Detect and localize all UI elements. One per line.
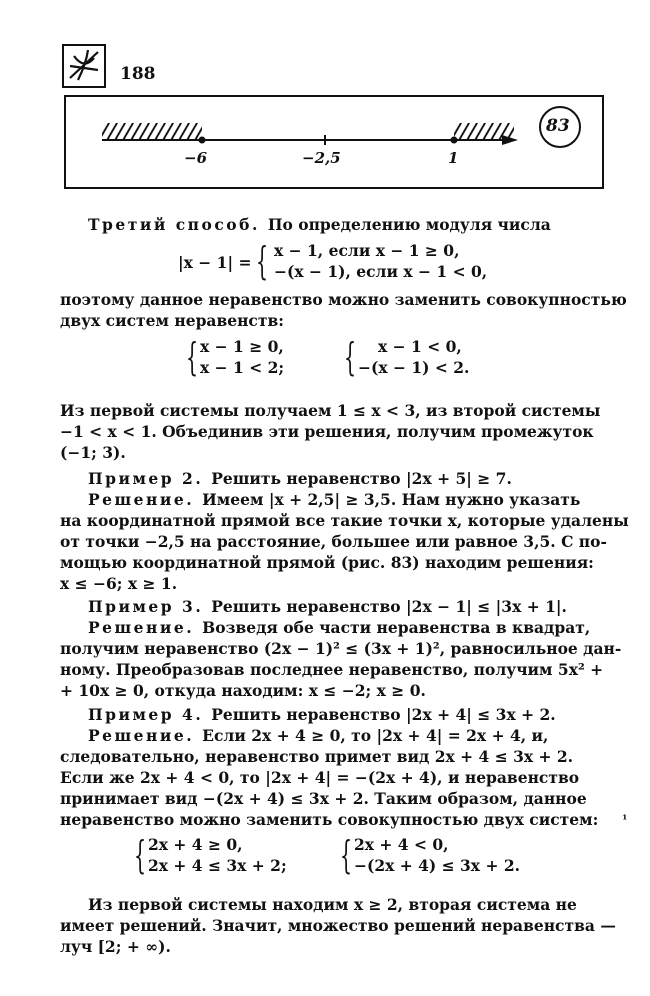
text-line: неравенство можно заменить совокупностью двух систем:	[60, 810, 599, 829]
point-minus-6	[199, 137, 206, 144]
method3-intro	[88, 214, 594, 235]
system-c-row: 2x + 4 ≤ 3x + 2;	[148, 856, 287, 875]
abs-case-2: −(x − 1), если x − 1 < 0,	[274, 262, 488, 281]
abs-case-1: x − 1, если x − 1 ≥ 0,	[274, 241, 460, 260]
text-line: + 10x ≥ 0, откуда находим: x ≤ −2; x ≥ 0.	[60, 681, 426, 700]
text-line: луч [2; + ∞).	[60, 937, 171, 956]
method3-heading: Третий способ.	[88, 215, 260, 234]
brace-icon: {	[344, 335, 357, 379]
text-line: получим неравенство (2x − 1)² ≤ (3x + 1)², равносильное дан-	[60, 639, 622, 658]
text-line: ному. Преобразовав последнее неравенство, получим 5x² +	[60, 660, 604, 679]
solution-label: Решение.	[88, 490, 195, 509]
example2-task: Решить неравенство |2x + 5| ≥ 7.	[211, 469, 512, 488]
solution-label: Решение.	[88, 618, 195, 637]
example2	[60, 468, 629, 594]
example4-conclusion	[60, 894, 616, 957]
method3-conclusion	[60, 400, 601, 463]
method3-after	[60, 289, 627, 331]
text-line: (−1; 3).	[60, 443, 126, 462]
system-b-row: x − 1 < 0,	[378, 337, 462, 356]
example2-heading: Пример 2.	[88, 469, 204, 488]
example3	[60, 596, 622, 701]
system-d-row: 2x + 4 < 0,	[354, 835, 449, 854]
tick-label-minus-2-5: −2,5	[302, 149, 341, 167]
tick-label-1: 1	[448, 149, 459, 167]
system-c-row: 2x + 4 ≥ 0,	[148, 835, 243, 854]
example4-heading: Пример 4.	[88, 705, 204, 724]
abs-definition-lhs: |x − 1| =	[178, 253, 252, 272]
example4-task: Решить неравенство |2x + 4| ≤ 3x + 2.	[211, 705, 556, 724]
text-line: поэтому данное неравенство можно заменить совокупностью	[60, 290, 627, 309]
brace-icon: {	[186, 335, 199, 379]
text-line: принимает вид −(2x + 4) ≤ 3x + 2. Таким образом, данное	[60, 789, 587, 808]
brace-icon: {	[134, 833, 147, 877]
system-b-row: −(x − 1) < 2.	[358, 358, 470, 377]
text-line: Имеем |x + 2,5| ≥ 3,5. Нам нужно указать	[202, 490, 581, 509]
text-line: x ≤ −6; x ≥ 1.	[60, 574, 178, 593]
method3-intro-text: По определению модуля числа	[267, 215, 551, 234]
text-line: от точки −2,5 на расстояние, большее или равное 3,5. С по-	[60, 532, 607, 551]
system-a	[186, 336, 336, 382]
text-line: имеет решений. Значит, множество решений неравенства —	[60, 916, 616, 935]
figure-83	[64, 95, 604, 189]
publisher-logo	[62, 44, 106, 88]
page-number: 188	[120, 64, 156, 84]
system-d	[340, 834, 540, 880]
text-line: Если 2x + 4 ≥ 0, то |2x + 4| = 2x + 4, и,	[202, 726, 549, 745]
text-line: Из первой системы получаем 1 ≤ x < 3, из второй системы	[60, 401, 601, 420]
system-a-row: x − 1 ≥ 0,	[200, 337, 284, 356]
text-line: мощью координатной прямой (рис. 83) находим решения:	[60, 553, 594, 572]
logo-glyph-icon	[64, 46, 104, 86]
text-line: Возведя обе части неравенства в квадрат,	[202, 618, 591, 637]
point-1	[451, 137, 458, 144]
brace-icon: {	[256, 239, 269, 283]
system-a-row: x − 1 < 2;	[200, 358, 285, 377]
text-line: Из первой системы находим x ≥ 2, вторая система не	[88, 895, 577, 914]
tick-label-minus-6: −6	[184, 149, 208, 167]
example3-task: Решить неравенство |2x − 1| ≤ |3x + 1|.	[211, 597, 567, 616]
brace-icon: {	[340, 833, 353, 877]
text-line: на координатной прямой все такие точки x, которые удалены	[60, 511, 629, 530]
hatch-left	[102, 123, 202, 139]
abs-definition	[178, 240, 508, 286]
example3-heading: Пример 3.	[88, 597, 204, 616]
system-d-row: −(2x + 4) ≤ 3x + 2.	[354, 856, 521, 875]
system-c	[134, 834, 314, 880]
footnote-mark: ¹	[622, 813, 628, 826]
text-line: −1 < x < 1. Объединив эти решения, получим промежуток	[60, 422, 594, 441]
number-line-figure	[66, 97, 606, 191]
system-b	[344, 336, 504, 382]
text-line: Если же 2x + 4 < 0, то |2x + 4| = −(2x + 4), и неравенство	[60, 768, 580, 787]
example4	[60, 704, 628, 830]
text-line: двух систем неравенств:	[60, 311, 284, 330]
text-line: следовательно, неравенство примет вид 2x + 4 ≤ 3x + 2.	[60, 747, 574, 766]
solution-label: Решение.	[88, 726, 195, 745]
figure-label: 83	[546, 116, 570, 136]
